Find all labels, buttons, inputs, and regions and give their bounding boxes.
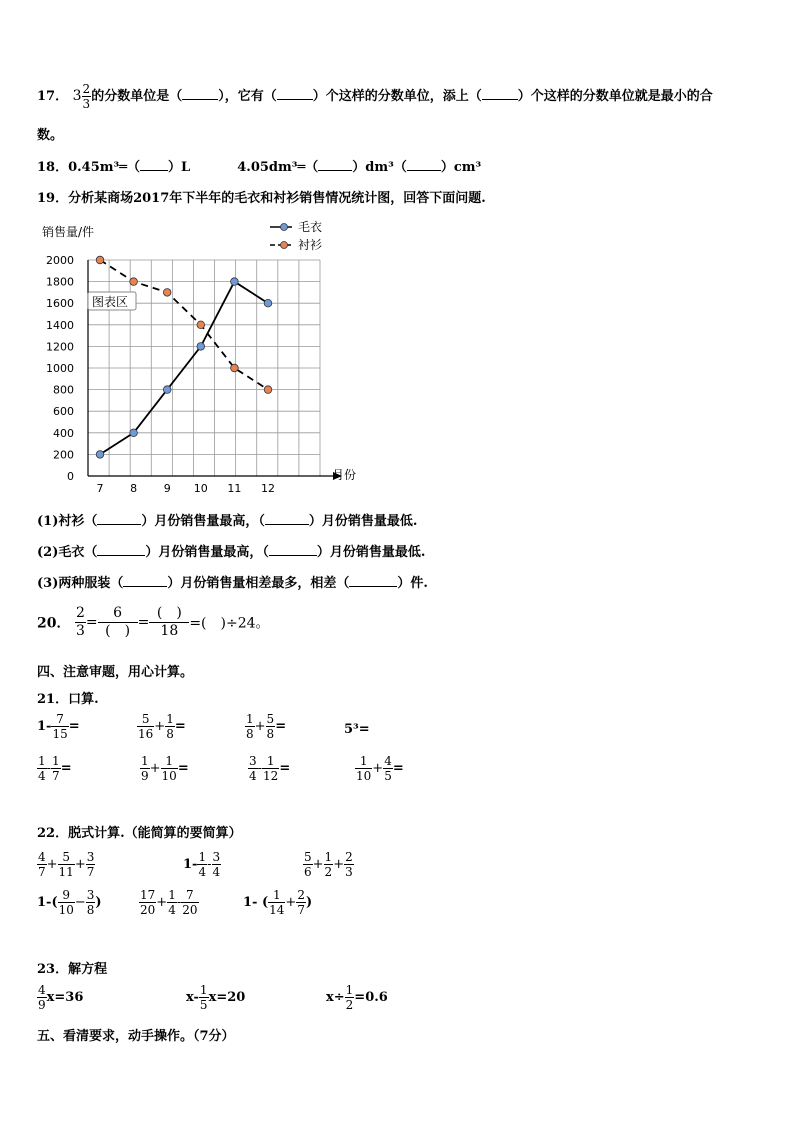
q22-expression: $\frac{5}{6}$ + $\frac{1}{2}$ + $\frac{2}{3}$ [304,850,353,879]
fraction: $\frac{5}{6}$ [304,850,312,879]
q21-heading: 21．口算. [37,692,99,707]
fraction: $\frac{1}{14}$ [269,888,285,917]
fraction: $\frac{3}{8}$ [86,888,95,917]
q19-sub3: (3)两种服装（ ）月份销售量相差最多，相差（ ）件. [37,576,428,591]
q22-expression: 1- ( $\frac{1}{14}$ + $\frac{2}{7}$ ) [243,888,313,917]
fraction: $\frac{1}{4}$ [198,850,207,879]
data-point-shirt [231,364,239,372]
q23-heading: 23．解方程 [37,962,108,977]
chart-area-tag [88,292,136,310]
q22-expression: $\frac{17}{20}$ + $\frac{1}{4}$ - $\frac{7}{20}$ [140,888,198,917]
section-5-heading: 五、看清要求，动手操作。（7分） [37,1029,235,1044]
q20: 20． $\frac{2}{3}$ = $\frac{6}{( )}$ = $\frac{( )}{18}$ =( )÷24。 [37,605,270,639]
q21-expression: $\frac{1}{4}$ - $\frac{1}{7}$ = [38,754,72,783]
q21-expression: $\frac{3}{4}$ - $\frac{1}{12}$ = [249,754,291,783]
fraction: $\frac{1}{2}$ [345,983,354,1012]
x-axis-label: 月份 [332,468,357,482]
fraction: $\frac{7}{20}$ [182,888,198,917]
fraction: $\frac{1}{8}$ [246,712,254,741]
fraction: $\frac{3}{7}$ [86,850,95,879]
x-tick-label: 9 [163,482,171,495]
q22-expression: $\frac{4}{7}$ + $\frac{5}{11}$ + $\frac{3}{7}$ [38,850,95,879]
q23-equation: x÷ $\frac{1}{2}$ =0.6 [326,983,388,1012]
chart-legend [270,220,322,252]
fraction: $\frac{3}{4}$ [249,754,257,783]
data-point-sweater [130,429,138,437]
data-point-shirt [163,289,171,297]
q19-sub2: (2)毛衣（ ）月份销售量最高，（ ）月份销售量最低. [37,545,426,560]
fraction: $\frac{9}{10}$ [58,888,74,917]
fraction: $\frac{4}{9}$ [38,983,46,1012]
data-point-shirt [197,321,205,329]
legend-label-shirt: 衬衫 [298,238,323,252]
data-point-sweater [264,299,272,307]
data-point-sweater [197,343,205,351]
y-tick-label: 400 [53,426,74,440]
y-tick-label: 1800 [46,275,74,289]
y-tick-label: 600 [53,405,74,419]
fraction: $\frac{1}{8}$ [166,712,174,741]
q21-expression: 1- $\frac{7}{15}$ = [37,712,80,741]
y-tick-label: 2000 [46,254,74,267]
fraction: $\frac{1}{9}$ [141,754,149,783]
fraction: $\frac{1}{2}$ [324,850,333,879]
fraction: $\frac{5}{8}$ [266,712,275,741]
q23-equation: x- $\frac{1}{5}$ x=20 [186,983,246,1012]
y-tick-label: 1200 [46,340,74,354]
y-tick-label: 1600 [46,297,74,311]
data-point-sweater [231,278,239,286]
fraction: $\frac{4}{7}$ [38,850,46,879]
fraction: $\frac{1}{7}$ [52,754,60,783]
q19-question: 19．分析某商场2017年下半年的毛衣和衬衫销售情况统计图，回答下面问题. [37,191,486,206]
data-point-sweater [96,451,104,459]
fraction: $\frac{1}{12}$ [263,754,279,783]
fraction: $\frac{1}{10}$ [161,754,177,783]
section-4-heading: 四、注意审题，用心计算。 [37,665,194,680]
fraction: $\frac{1}{4}$ [168,888,176,917]
y-tick-label: 0 [67,470,74,483]
fraction: $\frac{1}{10}$ [356,754,372,783]
fraction: $\frac{3}{4}$ [212,850,221,879]
y-tick-label: 800 [53,383,74,397]
q22-expression: 1-( $\frac{9}{10}$ − $\frac{3}{8}$ ) [37,888,102,917]
fraction: $\frac{5}{11}$ [58,850,74,879]
fraction: $\frac{2}{7}$ [297,888,305,917]
q22-expression: 1- $\frac{1}{4}$ - $\frac{3}{4}$ [183,850,221,879]
x-tick-label: 12 [261,482,275,495]
q21-expression: $\frac{1}{8}$ + $\frac{5}{8}$ = [246,712,287,741]
q23-equation: $\frac{4}{9}$ x=36 [38,983,84,1012]
sales-line-chart [30,215,370,500]
q17-line1: 17． 3 $\frac{2}{3}$ 的分数单位是（ ），它有（ ）个这样的分数单位，添上（ ）个这样的分数单位就是最小的合 [37,82,713,111]
q21-expression: $\frac{1}{9}$ + $\frac{1}{10}$ = [141,754,189,783]
legend-marker-sweater [281,224,288,231]
fraction: $\frac{1}{5}$ [199,983,208,1012]
x-tick-label: 7 [96,482,104,495]
svg-text:图表区: 图表区 [92,295,129,309]
data-point-shirt [264,386,272,394]
x-tick-label: 8 [130,482,138,495]
q17-line2: 数。 [37,128,64,143]
q19-sub1: (1)衬衫（ ）月份销售量最高，（ ）月份销售量最低. [37,514,418,529]
q21-expression: 5³= [344,722,370,737]
legend-marker-shirt [281,242,288,249]
fraction: $\frac{2}{3}$ [345,850,353,879]
x-tick-label: 10 [193,482,208,495]
legend-label-sweater: 毛衣 [298,220,323,234]
q22-heading: 22．脱式计算.（能简算的要简算） [37,826,242,841]
y-tick-label: 200 [53,448,74,462]
fraction: $\frac{7}{15}$ [52,712,68,741]
q18: 18．0.45m³═（ ）L 4.05dm³═（ ）dm³（ ）cm³ [37,160,482,175]
mixed-number: 3 $\frac{2}{3}$ [72,82,91,111]
data-point-shirt [96,256,104,264]
fraction: $\frac{4}{5}$ [384,754,392,783]
data-point-shirt [130,278,138,286]
x-tick-label: 11 [227,482,242,495]
fraction: $\frac{17}{20}$ [140,888,156,917]
y-axis-label: 销售量/件 [42,225,95,239]
q21-expression: $\frac{1}{10}$ + $\frac{4}{5}$ = [356,754,404,783]
q21-expression: $\frac{5}{16}$ + $\frac{1}{8}$ = [138,712,186,741]
data-point-sweater [163,386,171,394]
fraction: $\frac{1}{4}$ [38,754,46,783]
y-tick-label: 1000 [46,362,74,375]
fraction: $\frac{5}{16}$ [138,712,154,741]
y-tick-label: 1400 [46,318,74,332]
